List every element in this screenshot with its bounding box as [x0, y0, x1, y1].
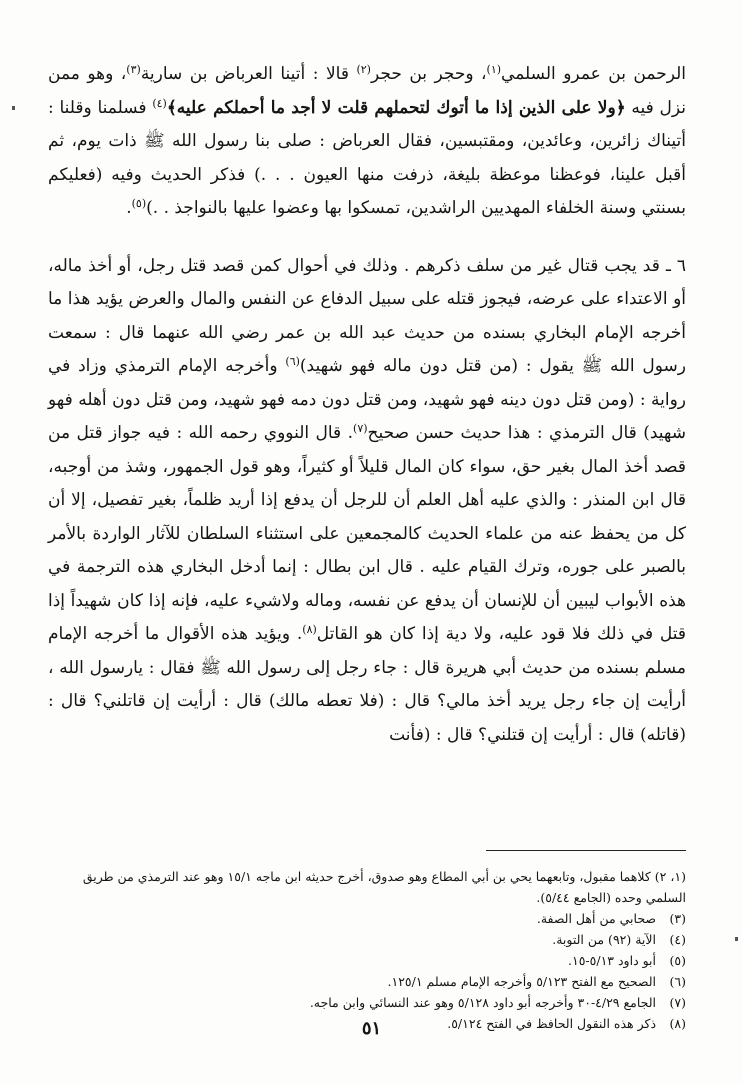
footnotes — [48, 866, 686, 1034]
footnote — [48, 950, 686, 971]
footnote-text: ذكر هذه النقول الحافظ في الفتح ٥/١٢٤. — [447, 1016, 657, 1031]
page-edge-mark — [12, 106, 15, 110]
text-run: قالا : أتينا العرباض بن سارية — [140, 64, 357, 84]
footnote-ref: (٢) — [356, 63, 371, 76]
footnote-text: الجامع ٤/٢٩-٣٠ وأخرجه أبو داود ٥/١٢٨ وهو عند النسائي وابن ماجه. — [309, 995, 657, 1010]
footnote-number: (٨) — [669, 1016, 686, 1031]
footnote-ref: (٥) — [131, 197, 147, 210]
text-run: الرحمن بن عمرو السلمي — [501, 64, 686, 84]
footnote-separator — [486, 850, 686, 851]
text-run: وأخرجه الإمام الترمذي وزاد في رواية : (ومن قتل دون دينه فهو شهيد، ومن قتل دون دمه فهو شهيد، ومن قتل دون أهله فهو شهيد) قال الترمذي : هذا حديث حسن صحيح — [48, 356, 686, 443]
footnote-ref: (٨) — [302, 623, 317, 636]
footnote-text: الآية (٩٢) من التوبة. — [552, 932, 657, 947]
footnote-number: (٥) — [669, 953, 686, 968]
footnote-number: (٤) — [669, 932, 686, 947]
page-number: ٥١ — [361, 1018, 382, 1039]
footnote-text: كلاهما مقبول، وتابعهما يحي بن أبي المطاع وهو صدوق، أخرج حديثه ابن ماجه ١٥/١ وهو عند الترمذي من طريق السلمي وحده (الجامع ٥/٤٤). — [82, 869, 686, 905]
footnote-text: الصحيح مع الفتح ٥/١٢٣ وأخرجه الإمام مسلم ١٢٥/١. — [387, 974, 657, 989]
text-run: ٦ ـ قد يجب قتال غير من سلف ذكرهم . وذلك في أحوال كمن قصد قتل رجل، أو أخذ ماله، أو الاعتداء على عرضه، فيجوز قتله على سبيل الدفاع عن النفس والمال والعرض يؤيد هذا ما أخرجه الإمام البخاري بسنده من حديث عبد الله بن عمر رضي الله عنهما قال : سمعت رسول الله ﷺ يقول : (من قتل دون ماله فهو شهيد) — [48, 255, 686, 376]
text-run: . — [126, 198, 132, 218]
footnote-ref: (٦) — [285, 355, 300, 368]
text-run: ، وهو ممن نزل فيه — [48, 64, 686, 118]
footnote-text: أبو داود ٥/١٣-١٥. — [568, 953, 657, 968]
paragraph-hadith-irbad — [48, 58, 686, 226]
footnote-ref: (٣) — [126, 63, 141, 76]
footnote-ref: (٧) — [353, 422, 368, 435]
footnote-ref: (١) — [486, 63, 502, 76]
page-body — [48, 58, 686, 1058]
footnote — [48, 866, 686, 908]
text-run: ، وحجر بن حجر — [370, 64, 487, 84]
paragraph-defense-fighting — [48, 250, 686, 753]
footnote-number: (١، ٢) — [654, 869, 686, 884]
footnote-ref: (٤) — [152, 96, 167, 110]
footnote-number: (٣) — [669, 911, 686, 926]
footnote-number: (٧) — [669, 995, 686, 1010]
text-run: . قال النووي رحمه الله : فيه جواز قتل من قصد أخذ المال بغير حق، سواء كان المال قليلاً أو كثيراً، وهو قول الجمهور، وشذ من أوجبه، قال ابن المنذر : والذي عليه أهل العلم أن للرجل أن يدفع إذا أريد ظلماً، بغير تفصيل، إلا أن كل من يحفظ عنه من علماء الحديث كالمجمعين على استثناء السلطان للآثار الواردة بالأمر بالصبر على جوره، وترك القيام عليه . قال ابن بطال : إنما أدخل البخاري هذه الترجمة في هذه الأبواب ليبين أن للإنسان أن يدفع عن نفسه، وماله ولاشيء عليه، فإنه إذا كان شهيداً إذا قتل في ذلك فلا قود عليه، ولا دية إذا كان هو القاتل — [48, 423, 687, 644]
text-run: . ويؤيد هذه الأقوال ما أخرجه الإمام مسلم بسنده من حديث أبي هريرة قال : جاء رجل إلى رسول الله ﷺ فقال : يارسول الله ، أرأيت إن جاء رجل يريد أخذ مالي؟ قال : (فلا تعطه مالك) قال : أرأيت إن قاتلني؟ قال : (قاتله) قال : أرأيت إن قتلني؟ قال : (فأنت — [48, 624, 686, 745]
page-edge-mark — [735, 937, 738, 941]
footnote — [48, 992, 686, 1013]
footnote-number: (٦) — [669, 974, 686, 989]
footnote — [48, 929, 686, 950]
footnote — [48, 908, 686, 929]
text-run: فسلمنا وقلنا : أتيناك زائرين، وعائدين، ومقتبسين، فقال العرباض : صلى بنا رسول الله ﷺ ذات يوم، ثم أقبل علينا، فوعظنا موعظة بليغة، ذرفت منها العيون . . .) فذكر الحديث وفيه (فعليكم بسنتي وسنة الخلفاء المهديين الراشدين، تمسكوا بها وعضوا عليها بالنواجذ . .) — [48, 97, 686, 218]
footnote-text: صحابي من أهل الصفة. — [536, 911, 657, 926]
quran-verse: ﴿ولا على الذين إذا ما أتوك لتحملهم قلت لا أجد ما أحملكم عليه﴾ — [166, 97, 626, 118]
footnote — [48, 971, 686, 992]
